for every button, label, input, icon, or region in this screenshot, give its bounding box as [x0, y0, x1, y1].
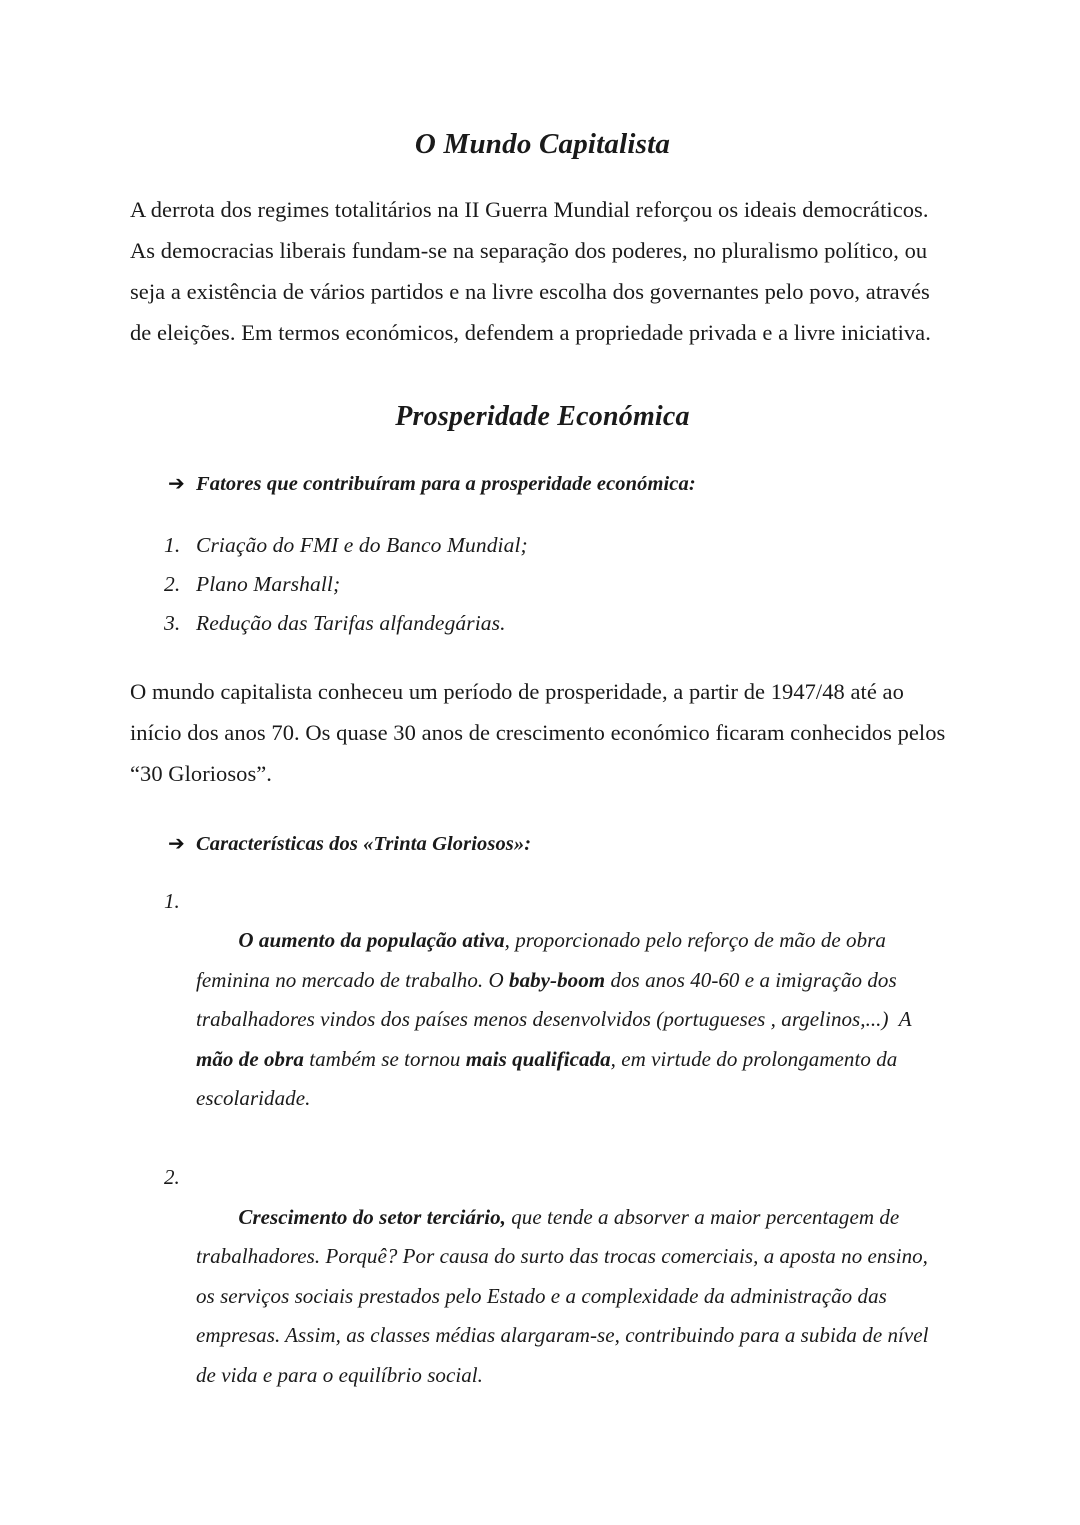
list-marker: 2.	[164, 571, 181, 596]
right-arrow-icon: ➔	[168, 470, 185, 495]
emphasis-run: O aumento da população ativa	[238, 928, 505, 953]
list-item	[164, 604, 955, 643]
intro-paragraph: A derrota dos regimes totalitários na II Guerra Mundial reforçou os ideais democráticos. As democracias liberais fundam-se na separação dos poderes, no pluralismo político, ou seja a existência de vários partidos e na livre escolha dos governantes pelo povo, através de eleições. Em termos económicos, defendem a propriedade privada e a livre iniciativa.	[130, 197, 931, 346]
list-item	[164, 882, 955, 1159]
text-run: que tende a absorver a maior percentagem de trabalhadores. Porquê? Por causa do surto das trocas comerciais, a aposta no ensino, os serviços sociais prestados pelo Estado e a complexidade da administração das empresas. Assim, as classes médias alargaram-se, contribuindo para a subida de nível de vida e para o equilíbrio social.	[196, 1204, 934, 1387]
text-run: , em virtude do prolongamento da escolaridade.	[196, 1046, 903, 1111]
list-item	[164, 526, 955, 565]
arrow-heading-caracteristicas-label: Características dos «Trinta Gloriosos»:	[196, 832, 532, 855]
right-arrow-icon: ➔	[168, 830, 185, 855]
emphasis-run: mão de obra	[196, 1046, 304, 1071]
emphasis-run: Crescimento do setor terciário,	[238, 1204, 506, 1229]
list-item-text	[196, 882, 955, 1159]
prosperity-paragraph: O mundo capitalista conheceu um período de prosperidade, a partir de 1947/48 até ao início dos anos 70. Os quase 30 anos de crescimento económico ficaram conhecidos pelos “30 Gloriosos”.	[130, 678, 946, 786]
arrow-heading-fatores	[130, 434, 955, 500]
text-run: também se tornou	[303, 1046, 466, 1071]
text-run: , proporcionado pelo reforço de mão de obra feminina no mercado de trabalho. O	[196, 928, 892, 992]
list-marker: 1.	[164, 888, 180, 913]
arrow-heading-caracteristicas	[130, 794, 955, 860]
list-item-text: Plano Marshall;	[196, 571, 341, 596]
list-item-text: Criação do FMI e do Banco Mundial;	[196, 532, 528, 557]
list-item	[164, 565, 955, 604]
list-marker: 1.	[164, 532, 181, 557]
page-title: O Mundo Capitalista	[414, 128, 671, 160]
list-item-text: Redução das Tarifas alfandegárias.	[196, 610, 506, 635]
emphasis-run: baby-boom	[509, 967, 606, 992]
list-marker: 2.	[164, 1165, 180, 1190]
text-run: dos anos 40-60 e a imigração dos trabalhadores vindos dos países menos desenvolvidos (portugueses , argelinos,...) A	[196, 967, 917, 1032]
characteristics-list	[130, 860, 955, 1435]
list-marker: 3.	[164, 610, 181, 635]
list-item	[164, 1158, 955, 1435]
section-title-prosperidade: Prosperidade Económica	[395, 401, 690, 433]
emphasis-run: mais qualificada	[465, 1046, 611, 1071]
list-item-text	[196, 1158, 955, 1435]
arrow-heading-fatores-label: Fatores que contribuíram para a prosperidade económica:	[196, 472, 696, 495]
factors-list	[130, 500, 955, 643]
